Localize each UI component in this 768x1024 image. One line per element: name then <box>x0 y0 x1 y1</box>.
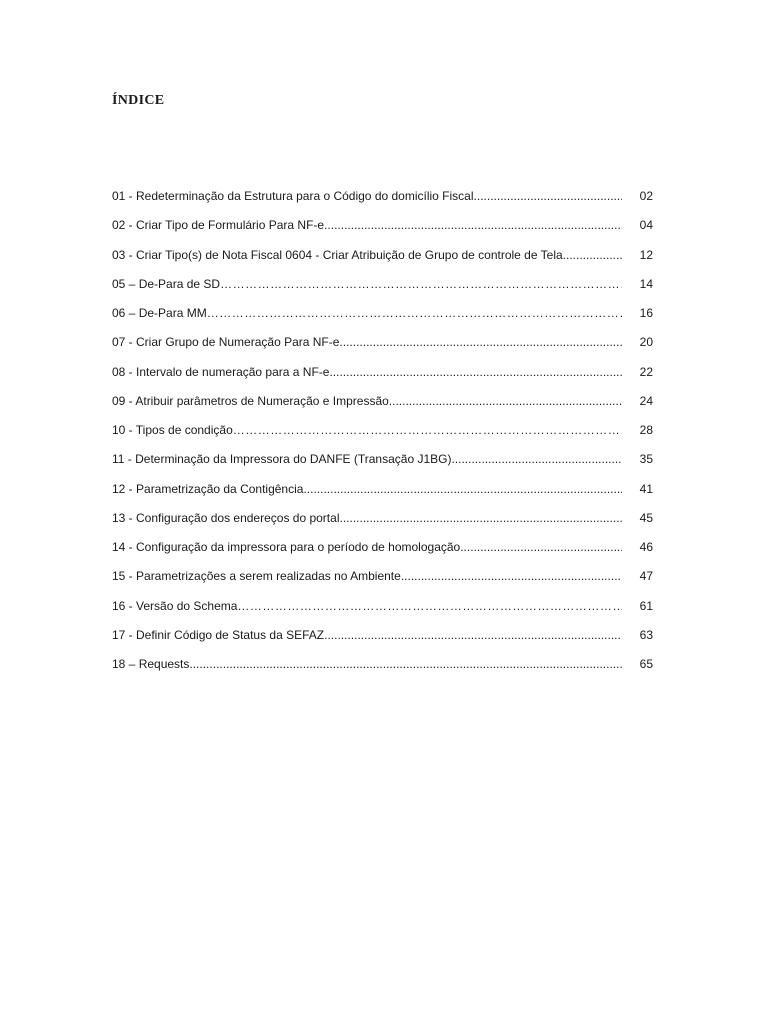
toc-entry-page: 02 <box>639 189 653 203</box>
toc-entry <box>112 391 657 420</box>
toc-entry-title: 02 - Criar Tipo de Formulário Para NF-e ..... <box>112 215 622 235</box>
toc-entry-title: 16 - Versão do Schema ……………………………………………………………………………………………………………………………………………………… <box>112 596 622 616</box>
toc-entry-page: 04 <box>639 218 653 233</box>
toc-entry-page: 61 <box>639 598 653 613</box>
toc-entry-title: 05 – De-Para de SD ……………………………………………………………………………………………………………………………………………………… <box>112 274 622 294</box>
toc-entry-title: 09 - Atribuir parâmetros de Numeração e Impressão ..... <box>112 391 622 411</box>
toc-entry <box>112 508 657 537</box>
toc-entry <box>112 303 657 332</box>
toc-entry <box>112 186 657 215</box>
toc-entry-page: 45 <box>639 510 653 525</box>
page-title: ÍNDICE <box>112 93 165 108</box>
toc-entry-page: 65 <box>639 657 653 671</box>
toc-entry <box>112 566 657 595</box>
toc-entry-title: 15 - Parametrizações a serem realizadas no Ambiente ..... <box>112 566 622 586</box>
toc-entry <box>112 332 657 361</box>
toc-entry-title: 11 - Determinação da Impressora do DANFE (Transação J1BG) ..... <box>112 449 622 469</box>
toc-entry <box>112 479 657 508</box>
toc-entry-title: 07 - Criar Grupo de Numeração Para NF-e ..... <box>112 332 622 352</box>
toc-entry-title: 01 - Redeterminação da Estrutura para o Código do domicílio Fiscal ..... <box>112 186 622 206</box>
toc-entry-title: 14 - Configuração da impressora para o período de homologação ..... <box>112 537 622 557</box>
toc-entry <box>112 537 657 566</box>
toc-entry-page: 47 <box>639 569 653 584</box>
toc-entry <box>112 449 657 478</box>
toc-entry-title: 12 - Parametrização da Contigência ..... <box>112 479 622 499</box>
toc-entry-page: 14 <box>639 276 653 291</box>
toc-entry <box>112 625 657 654</box>
toc-entry <box>112 596 657 625</box>
toc-entry-title: 08 - Intervalo de numeração para a NF-e ..... <box>112 362 622 382</box>
table-of-contents <box>112 186 657 683</box>
toc-entry <box>112 245 657 274</box>
toc-entry <box>112 362 657 391</box>
toc-entry-title: 06 – De-Para MM ……………………………………………………………………………………………………………………………………………………… <box>112 303 622 323</box>
toc-entry-page: 35 <box>639 452 653 467</box>
toc-entry <box>112 274 657 303</box>
toc-entry <box>112 420 657 449</box>
toc-entry-title: 17 - Definir Código de Status da SEFAZ ..... <box>112 625 622 645</box>
toc-entry-page: 24 <box>639 393 653 408</box>
toc-entry-page: 41 <box>639 481 653 496</box>
toc-entry <box>112 654 657 683</box>
toc-entry-page: 28 <box>639 423 653 437</box>
toc-entry-title: 18 – Requests ..... <box>112 654 622 674</box>
toc-entry-title: 03 - Criar Tipo(s) de Nota Fiscal 0604 - Criar Atribuição de Grupo de controle de Tela ..... <box>112 245 622 265</box>
toc-entry-page: 63 <box>639 627 653 642</box>
toc-entry-title: 10 - Tipos de condição ……………………………………………………………………………………………………………………………………………………… <box>112 420 622 440</box>
toc-entry-page: 22 <box>639 364 653 379</box>
toc-entry-page: 16 <box>639 306 653 320</box>
toc-entry-page: 46 <box>639 540 653 554</box>
toc-entry-page: 20 <box>639 335 653 350</box>
toc-entry <box>112 215 657 244</box>
toc-entry-title: 13 - Configuração dos endereços do portal ..... <box>112 508 622 528</box>
toc-entry-page: 12 <box>639 247 653 262</box>
